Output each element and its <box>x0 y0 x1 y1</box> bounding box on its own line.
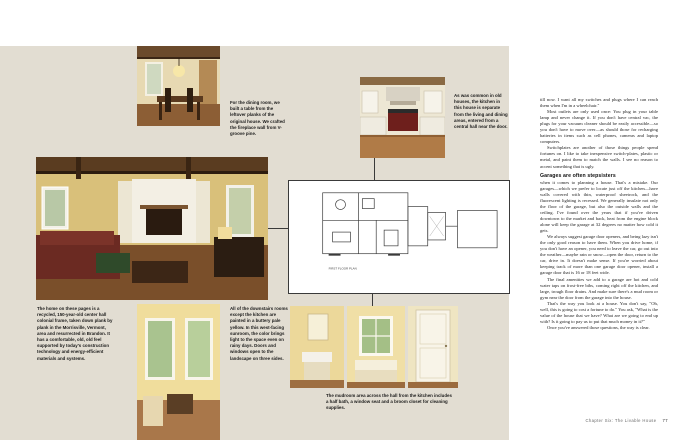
chapter-title: Chapter Six: The Livable House <box>585 418 657 423</box>
page-number: 77 <box>662 418 668 423</box>
kitchen-caption: As was common in old houses, the kitchen in this house is separate from the living and dining areas, entered from a central hall near the door. <box>454 93 508 130</box>
article-paragraph: That's the way you look at a house. You don't say, "Oh, well, this is going to cost a fortune to do." You ask, "What is the value of the house that we have? What are we going to end up with? Is it going to pay us to put that much money in it?" <box>540 300 658 324</box>
kitchen-photo <box>360 77 445 158</box>
article-column <box>540 97 658 331</box>
page-footer <box>585 418 668 423</box>
article-paragraph: We always suggest garage door openers, and being lazy isn't the only good reason to have them. When you drive home, if you don't have an opener, you need to leave the car, go out into the weather—maybe rain or snow—open the door, return to the car, drive in. It doesn't make sense. If you're worried about keeping track of more than one garage door opener, install a garage door that is 16 or 18 feet wide. <box>540 234 658 276</box>
house-history-caption: The home on these pages is a recycled, 150-year-old center hall colonial frame, taken down plank by plank in the Morrisville, Vermont, area and resurrected in Brandon. It has a comfortable, old, old feel supported by today's construction technology and energy-efficient materials and systems. <box>37 306 113 361</box>
article-paragraph: Once you've answered those questions, the way is clear. <box>547 324 650 330</box>
sunroom-photo <box>137 304 220 440</box>
dining-room-photo <box>137 46 220 126</box>
photo-plan-leader-line <box>268 228 288 229</box>
article-paragraph: The final amenities we add to a garage are hot and cold water taps on frost-free bibs, coming right off the kitchen, and large, trough floor drains. And make sure there's a mud room or gym near the door from the garage into the house. <box>540 276 658 300</box>
downstairs-caption: All of the downstairs rooms except the kitchen are painted in a buttery pale yellow. In this west-facing sunroom, the color brings light to the space even on rainy days. Doors and windows open to the landscape on three sides. <box>230 306 288 361</box>
article-paragraph: when it comes to planning a house. That's a mistake. Our garages—which we prefer to locate just off the kitchen—have walls covered with thin, waterproof sheetrock, and the fluorescent lighting is recessed. We generally insulate not only the floor of the garage, but also the outside walls and the ceiling. I've found over the years that if you've driven downtown to the market and back, heat from the engine block alone will keep the garage at 32 degrees no matter how cold it gets. <box>540 179 658 234</box>
floor-plan-label: FIRST FLOOR PLAN <box>328 266 357 271</box>
dining-room-caption: For the dining room, we built a table from the leftover planks of the original house. We crafted the fireplace wall from V-groove pine. <box>230 100 285 137</box>
broom-closet-photo <box>408 306 458 388</box>
article-subheading: Garages are often stepsisters <box>540 172 616 179</box>
article-paragraph: till now. I want all my switches and plugs where I can reach them when I'm in a wheelchair." <box>540 97 658 109</box>
window-seat-photo <box>347 306 405 388</box>
floor-plan <box>288 180 510 294</box>
half-bath-photo <box>290 306 344 388</box>
article-paragraph: Most outlets are only used once: You plug in your table lamp and never change it. If you don't have central vac, the plugs for your vacuum cleaner should be easily accessible—so you don't have to move over—as should those for recharging batteries in items such as cell phones, cameras and laptop computers. <box>540 109 658 145</box>
living-room-photo <box>36 157 268 300</box>
mudroom-caption: The mudroom area across the hall from the kitchen includes a half bath, a window seat and a broom closet for cleaning supplies. <box>326 393 452 411</box>
article-paragraph: Switchplates are another of those things people spend fortunes on. I like to take inexpensive switch-plates, plastic or metal, and paint them to match the walls. I see no reason to accent something that is ugly. <box>540 145 658 169</box>
